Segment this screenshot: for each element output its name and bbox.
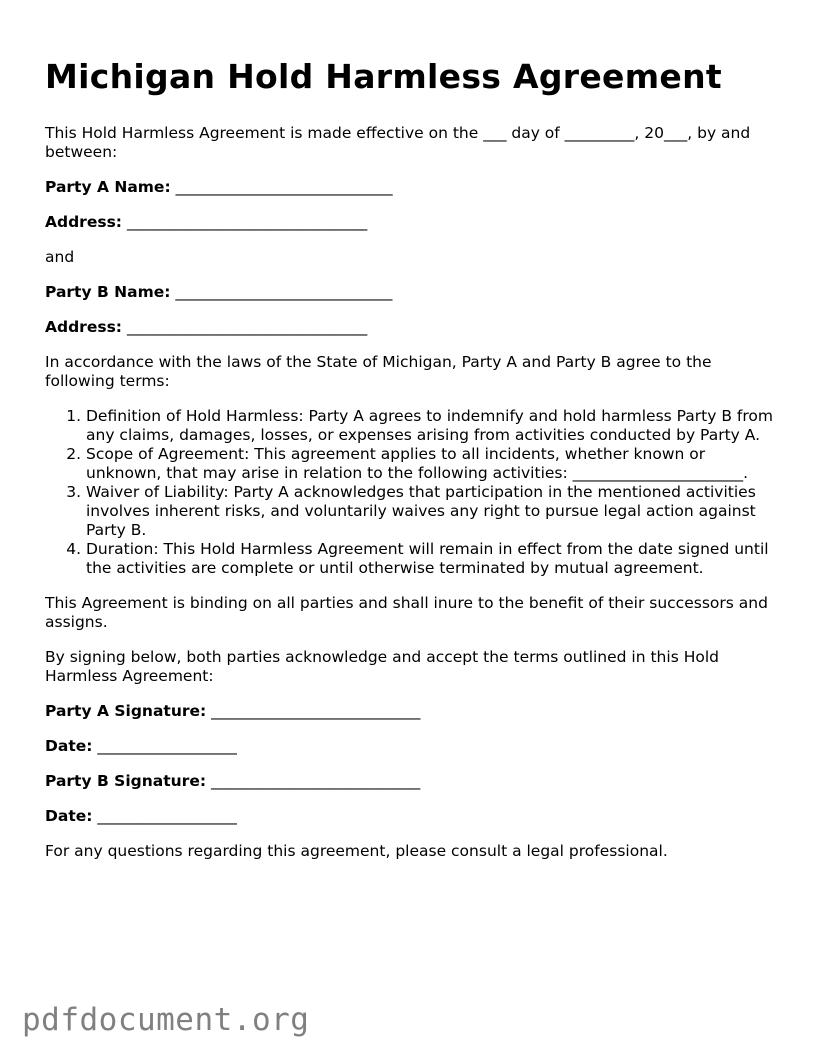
term-item: 2. Scope of Agreement: This agreement applies to all incidents, whether known or unknown, that may arise in relation to the following activities: ______________________. [86, 445, 780, 483]
term-item: 1. Definition of Hold Harmless: Party A agrees to indemnify and hold harmless Party B from any claims, damages, losses, or expenses arising from activities conducted by Party A. [86, 407, 780, 445]
party-b-signature-blank[interactable]: ___________________________ [210, 772, 421, 790]
binding-paragraph: This Agreement is binding on all parties and shall inure to the benefit of their successors and assigns. [45, 594, 768, 631]
party-b-signature-label: Party B Signature: [45, 772, 207, 790]
footer-note: For any questions regarding this agreement, please consult a legal professional. [45, 842, 668, 860]
party-a-address-blank[interactable]: _______________________________ [126, 213, 368, 231]
party-b-signature-field [45, 772, 780, 791]
party-a-name-label: Party A Name: [45, 178, 171, 196]
document-title: Michigan Hold Harmless Agreement [45, 57, 722, 96]
term-item: 4. Duration: This Hold Harmless Agreement will remain in effect from the date signed until the activities are complete or until otherwise terminated by mutual agreement. [86, 540, 780, 578]
date-b-field [45, 807, 780, 826]
term-item: 3. Waiver of Liability: Party A acknowledges that participation in the mentioned activities involves inherent risks, and voluntarily waives any right to pursue legal action against Party B. [86, 483, 780, 540]
party-a-name-field [45, 178, 780, 197]
party-a-signature-label: Party A Signature: [45, 702, 207, 720]
party-b-name-label: Party B Name: [45, 283, 171, 301]
date-b-blank[interactable]: __________________ [97, 807, 237, 825]
signing-paragraph: By signing below, both parties acknowledge and accept the terms outlined in this Hold Harmless Agreement: [45, 648, 719, 685]
intro-paragraph: This Hold Harmless Agreement is made effective on the ___ day of _________, 20___, by and between: [45, 124, 751, 161]
date-a-blank[interactable]: __________________ [97, 737, 237, 755]
date-a-field [45, 737, 780, 756]
party-b-address-field [45, 318, 780, 337]
party-b-address-blank[interactable]: _______________________________ [126, 318, 368, 336]
date-b-label: Date: [45, 807, 93, 825]
party-b-address-label: Address: [45, 318, 122, 336]
party-b-name-blank[interactable]: ____________________________ [175, 283, 393, 301]
party-a-address-field [45, 213, 780, 232]
party-a-address-label: Address: [45, 213, 122, 231]
and-text: and [45, 248, 75, 266]
accordance-paragraph: In accordance with the laws of the State of Michigan, Party A and Party B agree to the following terms: [45, 353, 712, 390]
party-a-signature-field [45, 702, 780, 721]
party-b-name-field [45, 283, 780, 302]
party-a-name-blank[interactable]: ____________________________ [175, 178, 393, 196]
date-a-label: Date: [45, 737, 93, 755]
party-a-signature-blank[interactable]: ___________________________ [211, 702, 421, 720]
document-page [45, 56, 780, 877]
terms-list [45, 407, 780, 578]
watermark-text: pdfdocument.org [22, 1002, 310, 1038]
